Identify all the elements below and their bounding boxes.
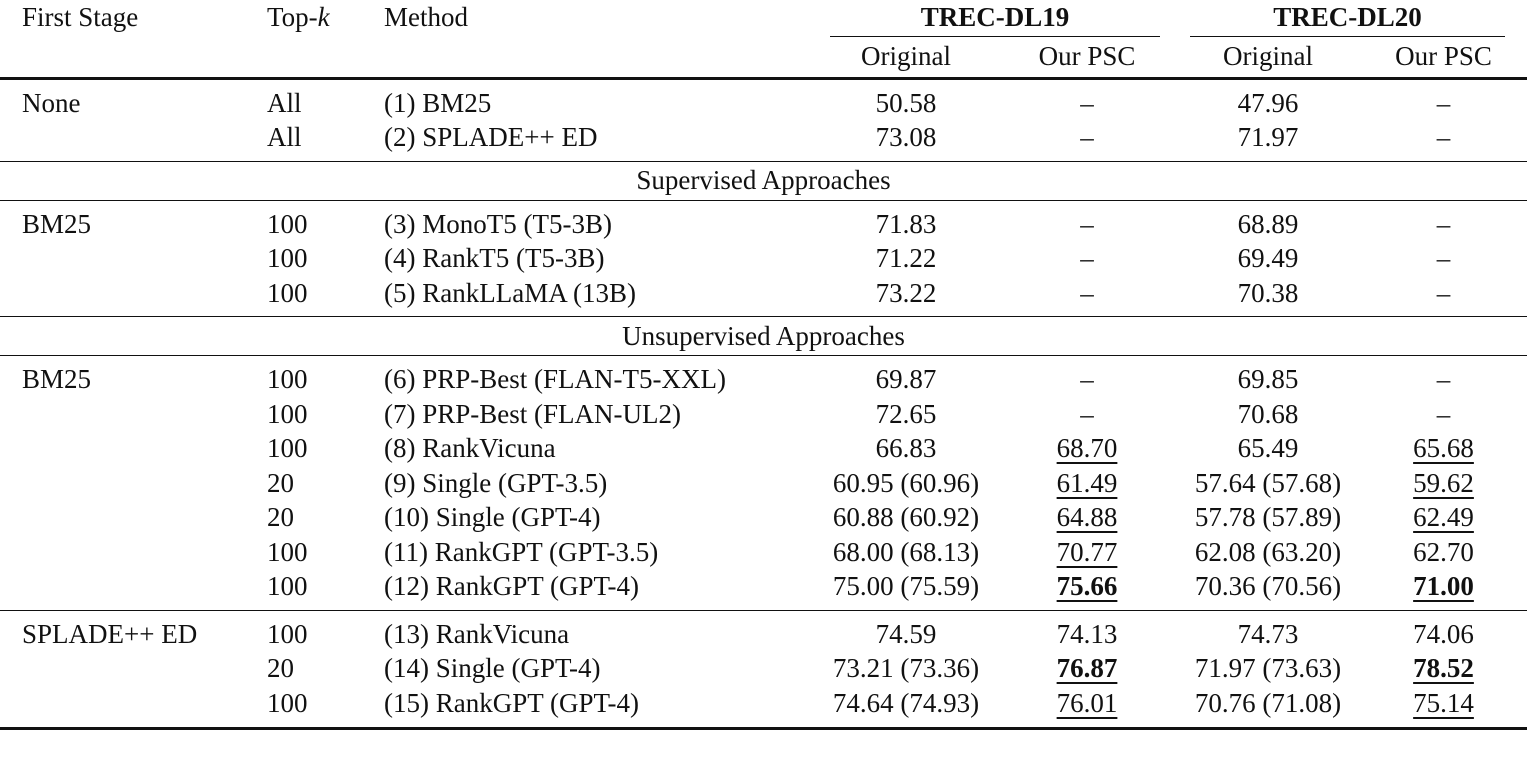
cell-dl20-psc: – — [1436, 243, 1451, 273]
table-row — [0, 276, 1527, 317]
header-dl20-original: Original — [1223, 41, 1313, 72]
cell-method: (2) SPLADE++ ED — [384, 122, 598, 152]
cell-first-stage — [0, 120, 267, 161]
cell-first-stage — [0, 500, 267, 535]
table-row — [0, 686, 1527, 729]
cell-dl20-original: 62.08 (63.20) — [1194, 536, 1342, 567]
cell-dl20-original: 70.76 (71.08) — [1176, 686, 1360, 729]
cell-dl19-original: 75.00 (75.59) — [832, 571, 980, 601]
cell-topk: 20 — [267, 502, 294, 532]
table-row — [0, 356, 1527, 397]
header-method: Method — [384, 2, 468, 32]
header-group-dl19 — [814, 0, 1176, 37]
cell-dl20-original: 74.73 — [1176, 610, 1360, 651]
cell-dl19-original: 71.22 — [875, 243, 937, 273]
table-row — [0, 466, 1527, 501]
cell-dl19-psc-value: 64.88 — [1056, 502, 1118, 532]
cell-dl20-original: 69.49 — [1237, 243, 1299, 273]
cell-topk: 100 — [267, 433, 308, 463]
table-row — [0, 610, 1527, 651]
cell-dl20-original: 57.78 (57.89) — [1194, 502, 1342, 532]
header-topk — [267, 0, 384, 78]
cell-topk: 100 — [267, 610, 384, 651]
cell-first-stage — [0, 431, 267, 466]
cell-dl19-original: 60.88 (60.92) — [832, 502, 980, 532]
cell-first-stage: SPLADE++ ED — [0, 610, 267, 651]
header-dl20-psc: Our PSC — [1395, 41, 1492, 72]
cell-dl19-psc-value: 68.70 — [1056, 433, 1118, 463]
cell-dl19-psc: 74.13 — [998, 610, 1176, 651]
cell-dl20-psc: – — [1436, 364, 1451, 394]
cell-method: (9) Single (GPT-3.5) — [384, 467, 608, 498]
cell-dl20-psc-value: 59.62 — [1413, 467, 1474, 498]
cell-dl19-psc — [998, 651, 1176, 686]
cell-first-stage: BM25 — [22, 208, 92, 239]
cell-method: (1) BM25 — [384, 78, 814, 120]
cell-dl20-psc — [1360, 500, 1527, 535]
cell-dl20-original: 47.96 — [1176, 78, 1360, 120]
cell-dl20-psc: – — [1436, 122, 1451, 152]
table-row — [0, 200, 1527, 241]
cell-dl20-psc — [1360, 651, 1527, 686]
cell-dl19-psc: – — [1080, 208, 1094, 239]
header-group-dl20 — [1176, 0, 1527, 37]
cell-dl20-psc-value: 71.00 — [1413, 571, 1474, 601]
cell-first-stage: BM25 — [22, 364, 92, 394]
cell-dl19-original: 68.00 (68.13) — [832, 536, 980, 567]
cell-dl20-psc-value: 65.68 — [1413, 433, 1474, 463]
cell-dl19-original: 74.64 (74.93) — [814, 686, 998, 729]
header-dl19-psc: Our PSC — [1038, 41, 1136, 72]
table-row — [0, 120, 1527, 161]
table-row — [0, 241, 1527, 276]
cell-method: (10) Single (GPT-4) — [384, 502, 601, 532]
cell-dl19-psc — [998, 535, 1176, 570]
table-row — [0, 431, 1527, 466]
cell-topk: 100 — [267, 208, 308, 239]
cell-dl19-original: 73.21 (73.36) — [832, 653, 980, 683]
cell-first-stage — [0, 241, 267, 276]
cell-dl20-original: 57.64 (57.68) — [1194, 467, 1342, 498]
cell-dl19-original: 50.58 — [814, 78, 998, 120]
cell-dl20-psc-value: 78.52 — [1413, 653, 1474, 683]
cell-dl19-original: 60.95 (60.96) — [832, 467, 980, 498]
cell-first-stage: None — [0, 78, 267, 120]
cell-dl20-psc — [1360, 466, 1527, 501]
cell-topk: 100 — [267, 364, 308, 394]
table-row — [0, 569, 1527, 610]
cell-method: (6) PRP-Best (FLAN-T5-XXL) — [384, 364, 726, 394]
cell-dl19-original: 72.65 — [875, 398, 937, 429]
table-row — [0, 78, 1527, 120]
cell-dl20-original: 71.97 (73.63) — [1194, 653, 1342, 683]
cell-dl19-psc-value: 76.87 — [1056, 653, 1118, 683]
cell-dl19-psc: – — [1080, 398, 1094, 429]
cell-dl19-psc-value: 76.01 — [1056, 687, 1118, 718]
cell-method: (15) RankGPT (GPT-4) — [384, 686, 814, 729]
cell-topk: 100 — [267, 686, 384, 729]
cell-dl19-original: 66.83 — [875, 433, 937, 463]
cell-topk: 20 — [267, 653, 294, 683]
cell-method: (4) RankT5 (T5-3B) — [384, 243, 605, 273]
cell-topk: All — [267, 122, 302, 152]
cell-topk: 20 — [267, 467, 294, 498]
cell-method: (14) Single (GPT-4) — [384, 653, 601, 683]
section-row-supervised — [0, 161, 1527, 200]
cell-dl19-original: 73.22 — [875, 277, 937, 308]
section-title: Supervised Approaches — [0, 161, 1527, 200]
cell-dl20-original: 70.38 — [1237, 277, 1299, 308]
cell-dl20-psc — [1360, 686, 1527, 729]
cell-dl19-psc-value: 75.66 — [1056, 571, 1118, 601]
cell-first-stage — [0, 651, 267, 686]
cell-dl19-psc: – — [1080, 364, 1094, 394]
table-row — [0, 397, 1527, 432]
cell-first-stage — [0, 466, 267, 501]
cell-dl20-psc-value: 75.14 — [1413, 687, 1474, 718]
cell-dl19-psc: – — [1080, 277, 1094, 308]
cell-dl20-original: 65.49 — [1237, 433, 1299, 463]
cell-dl20-original: 71.97 — [1237, 122, 1299, 152]
cell-dl20-psc — [1360, 569, 1527, 610]
cell-method: (13) RankVicuna — [384, 610, 814, 651]
table-row — [0, 651, 1527, 686]
section-row-unsupervised — [0, 317, 1527, 356]
cell-dl19-original: 69.87 — [875, 364, 937, 394]
cell-dl20-psc: – — [1436, 208, 1451, 239]
cell-topk: 100 — [267, 398, 308, 429]
cell-dl20-psc — [1360, 431, 1527, 466]
cell-dl19-original: 73.08 — [875, 122, 937, 152]
cell-dl19-psc — [998, 466, 1176, 501]
cell-dl19-psc: – — [1080, 122, 1094, 152]
cell-dl20-original: 68.89 — [1237, 208, 1299, 239]
cell-dl19-psc — [998, 569, 1176, 610]
cell-dl20-original: 70.36 (70.56) — [1194, 571, 1342, 601]
cell-dl20-psc: – — [1436, 398, 1451, 429]
header-topk-var: k — [317, 2, 330, 32]
cell-first-stage — [0, 397, 267, 432]
cell-dl20-original: 70.68 — [1237, 398, 1299, 429]
cell-method: (5) RankLLaMA (13B) — [384, 277, 636, 308]
table-row — [0, 535, 1527, 570]
header-first-stage: First Stage — [22, 2, 139, 32]
header-topk-prefix: Top- — [267, 2, 318, 32]
cell-dl19-psc: – — [1080, 243, 1094, 273]
cell-method: (7) PRP-Best (FLAN-UL2) — [384, 398, 681, 429]
cell-dl20-psc: 62.70 — [1413, 536, 1474, 567]
header-group-dl19-label: TREC-DL19 — [830, 0, 1160, 37]
header-dl19-original: Original — [861, 41, 951, 72]
cell-dl20-psc-value: 62.49 — [1413, 502, 1474, 532]
table-body — [0, 78, 1527, 729]
cell-topk: All — [267, 78, 384, 120]
cell-topk: 100 — [267, 571, 308, 601]
cell-first-stage — [0, 569, 267, 610]
cell-method: (3) MonoT5 (T5-3B) — [384, 208, 612, 239]
cell-dl20-psc: – — [1436, 277, 1451, 308]
cell-dl19-original: 74.59 — [814, 610, 998, 651]
header-group-dl20-label: TREC-DL20 — [1190, 0, 1505, 37]
cell-dl20-original: 69.85 — [1237, 364, 1299, 394]
cell-dl20-psc: 74.06 — [1360, 610, 1527, 651]
cell-dl20-psc: – — [1360, 78, 1527, 120]
cell-dl19-psc — [998, 686, 1176, 729]
section-title: Unsupervised Approaches — [0, 317, 1527, 356]
cell-method: (8) RankVicuna — [384, 433, 556, 463]
cell-dl19-original: 71.83 — [875, 208, 937, 239]
cell-topk: 100 — [267, 536, 308, 567]
cell-topk: 100 — [267, 277, 308, 308]
cell-dl19-psc-value: 61.49 — [1056, 467, 1118, 498]
cell-first-stage — [0, 535, 267, 570]
cell-method: (12) RankGPT (GPT-4) — [384, 571, 639, 601]
cell-topk: 100 — [267, 243, 308, 273]
cell-method: (11) RankGPT (GPT-3.5) — [384, 536, 659, 567]
cell-dl19-psc — [998, 500, 1176, 535]
cell-dl19-psc-value: 70.77 — [1056, 536, 1118, 567]
cell-first-stage — [0, 686, 267, 729]
cell-dl19-psc: – — [998, 78, 1176, 120]
cell-dl19-psc — [998, 431, 1176, 466]
table-row — [0, 500, 1527, 535]
cell-first-stage — [0, 276, 267, 317]
